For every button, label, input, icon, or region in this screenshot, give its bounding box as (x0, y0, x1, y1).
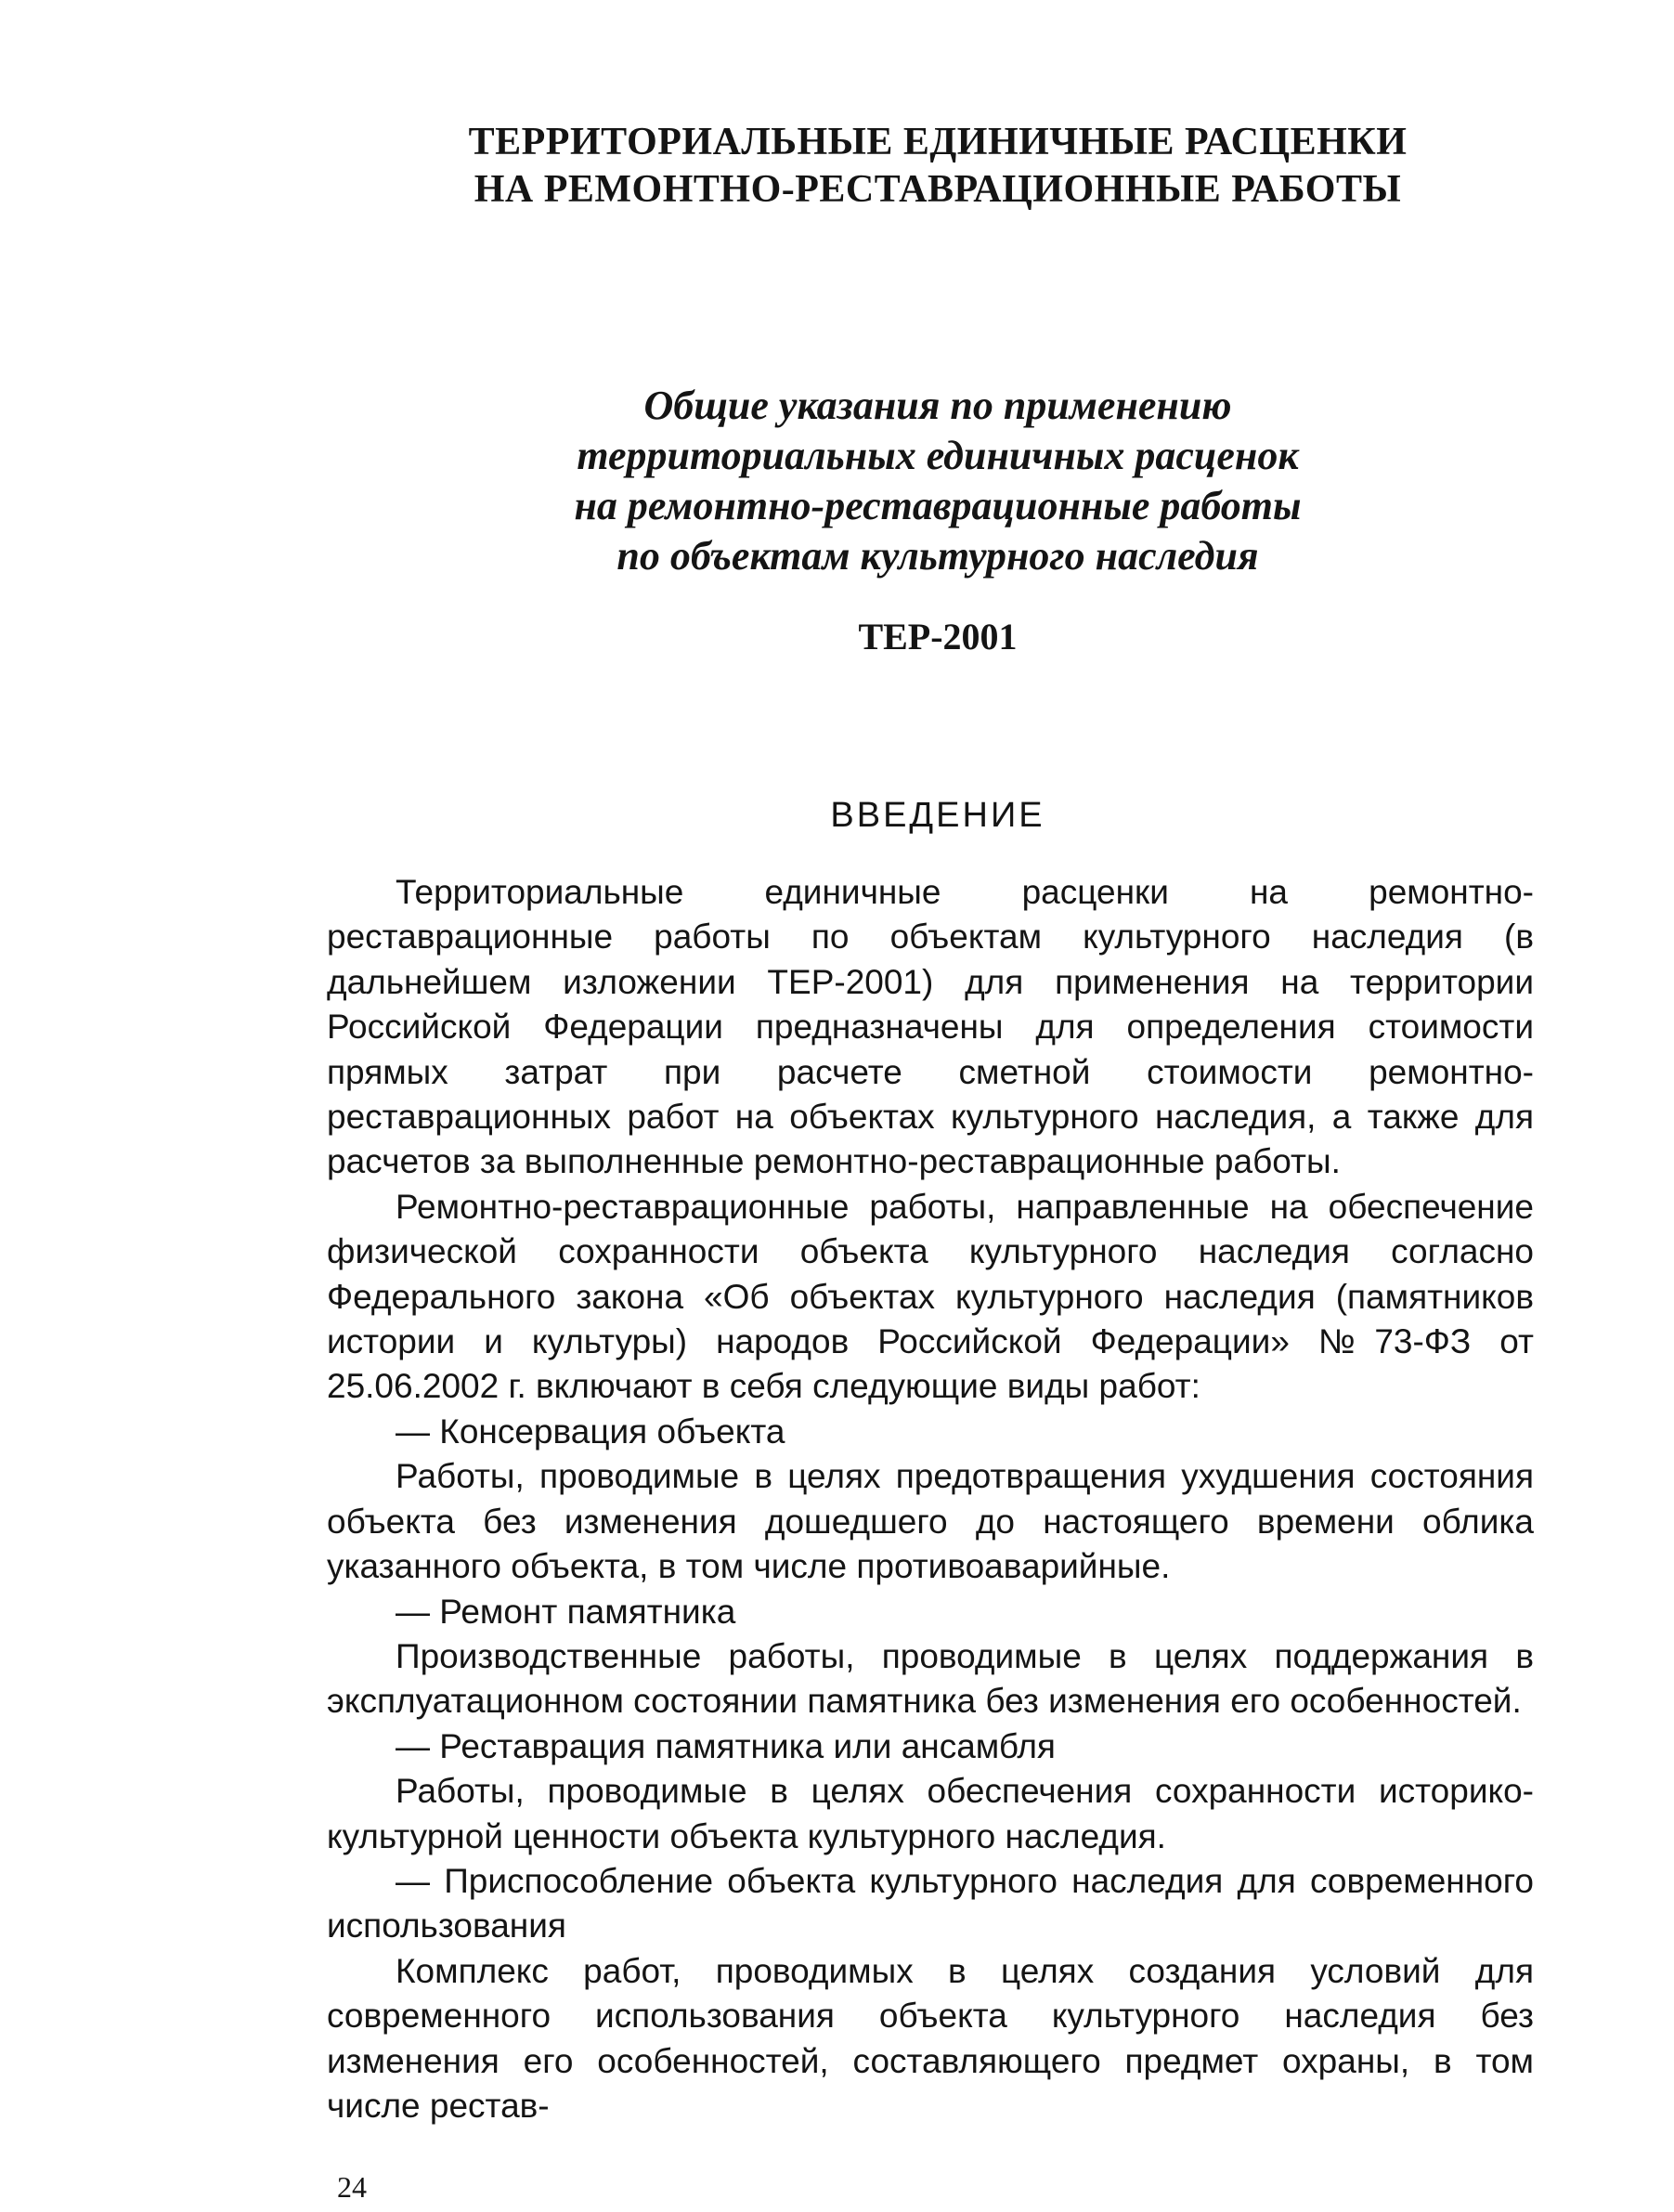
list-item: — Консервация объекта (396, 1412, 785, 1451)
document-code: ТЕР-2001 (858, 616, 1018, 657)
document-subtitle (306, 381, 1569, 581)
section-heading: ВВЕДЕНИЕ (830, 796, 1045, 835)
paragraph: Ремонтно-реставрационные работы, направленные на обеспечение физической сохранности объекта культурного наследия согласно Федерального закона «Об объектах культурного наследия (памятников истории и культуры) народов Российской Федерации» №73-ФЗ от 25.06.2002 г. включают в себя следующие виды работ: (327, 1187, 1534, 1406)
subtitle-line-2: территориальных единичных расценок (577, 433, 1299, 478)
paragraph: Комплекс работ, проводимых в целях создания условий для современного использования объекта культурного наследия без изменения его особенностей, составляющего предмет охраны, в том числе рестав- (327, 1951, 1534, 2125)
paragraph: Работы, проводимые в целях предотвращения ухудшения состояния объекта без изменения дошедшего до настоящего времени облика указанного объекта, в том числе противоаварийные. (327, 1457, 1534, 1586)
list-item: — Реставрация памятника или ансамбля (396, 1726, 1056, 1765)
list-item: — Ремонт памятника (396, 1592, 736, 1631)
subtitle-line-4: по объектам культурного наследия (616, 533, 1259, 579)
paragraph: Производственные работы, проводимые в целях поддержания в эксплуатационном состоянии памятника без изменения его особенностей. (327, 1636, 1534, 1721)
subtitle-line-1: Общие указания по применению (643, 383, 1232, 428)
title-line-2: НА РЕМОНТНО-РЕСТАВРАЦИОННЫЕ РАБОТЫ (474, 168, 1402, 211)
document-body (327, 870, 1534, 2128)
paragraph: Работы, проводимые в целях обеспечения сохранности историко-культурной ценности объекта культурного наследия. (327, 1772, 1534, 1855)
document-title (306, 119, 1569, 214)
page-number: 24 (337, 2170, 367, 2204)
list-item: — Приспособление объекта культурного наследия для современного использования (327, 1861, 1534, 1945)
title-line-1: ТЕРРИТОРИАЛЬНЫЕ ЕДИНИЧНЫЕ РАСЦЕНКИ (468, 121, 1408, 163)
paragraph: Территориальные единичные расценки на ремонтно-реставрационные работы по объектам культурного наследия (в дальнейшем изложении ТЕР-2001) для применения на территории Российской Федерации предназначены для определения стоимости прямых затрат при расчете сметной стоимости ремонтно-реставрационных работ на объектах культурного наследия, а также для расчетов за выполненные ремонтно-реставрационные работы. (327, 873, 1534, 1181)
subtitle-line-3: на ремонтно-реставрационные работы (574, 483, 1302, 528)
